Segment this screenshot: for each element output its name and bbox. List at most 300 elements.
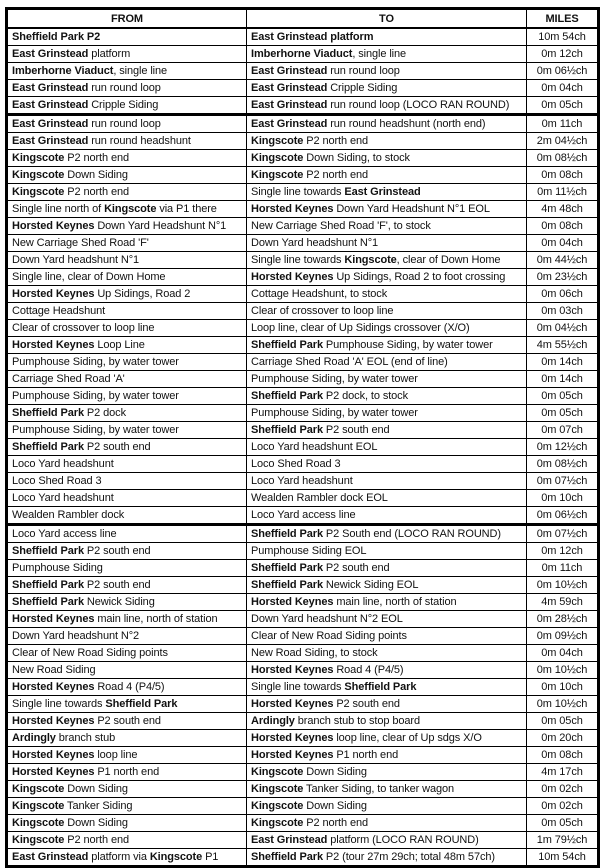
station-name: Sheffield Park [251,851,323,863]
miles-cell: 4m 55½ch [527,337,599,354]
station-name: Sheffield Park [251,424,323,436]
location-text: Up Sidings, Road 2 to foot crossing [333,271,506,283]
table-row [7,80,599,97]
location-text: Down Yard headshunt N°2 EOL [251,613,403,625]
station-name: Sheffield Park [105,698,178,710]
table-row [7,46,599,63]
location-text: Down Yard Headshunt N°1 EOL [333,203,490,215]
from-cell [7,594,247,611]
location-text: P2 dock [83,407,126,419]
location-text: P1 [202,851,219,863]
location-text: Cripple Siding [88,99,159,111]
miles-cell: 0m 10½ch [527,696,599,713]
from-cell [7,150,247,167]
from-cell [7,849,247,867]
from-cell [7,490,247,507]
station-name: Horsted Keynes [12,220,95,232]
location-text: Pumphouse Siding EOL [251,545,367,557]
from-cell [7,662,247,679]
table-row [7,269,599,286]
station-name: Ardingly [12,732,56,744]
to-cell [247,405,527,422]
from-cell [7,354,247,371]
location-text: P2 (tour 27m 29ch; total 48m 57ch) [322,851,495,863]
location-text: Pumphouse Siding, by water tower [12,390,179,402]
table-row [7,201,599,218]
table-row [7,388,599,405]
to-cell [247,28,527,46]
to-cell [247,713,527,730]
table-body [7,28,599,867]
location-text: Loco Shed Road 3 [251,458,341,470]
location-text: Loco Yard headshunt [12,492,114,504]
from-cell [7,560,247,577]
location-text: Down Yard headshunt N°1 [251,237,379,249]
location-text: Down Siding [64,169,128,181]
table-row [7,507,599,525]
table-row [7,218,599,235]
location-text: Down Yard headshunt N°1 [12,254,140,266]
location-text: Carriage Shed Road 'A' EOL (end of line) [251,356,448,368]
from-cell [7,577,247,594]
location-text: platform [88,48,131,60]
to-cell [247,456,527,473]
table-row [7,679,599,696]
location-text: Newick Siding [83,596,155,608]
miles-cell: 0m 10ch [527,490,599,507]
table-row [7,473,599,490]
table-row [7,628,599,645]
location-text: Single line towards [251,186,345,198]
location-text: Cottage Headshunt, to stock [251,288,388,300]
location-text: P2 north end [303,817,369,829]
location-text: Pumphouse Siding, by water tower [322,339,493,351]
location-text: main line, north of station [94,613,218,625]
location-text: Single line, clear of Down Home [12,271,166,283]
station-name: Kingscote [251,766,304,778]
location-text: P2 north end [303,169,369,181]
station-name: Kingscote [251,169,304,181]
to-cell [247,150,527,167]
table-row [7,184,599,201]
to-cell [247,798,527,815]
location-text: P2 south end [322,562,390,574]
from-cell [7,320,247,337]
from-cell [7,252,247,269]
from-cell [7,832,247,849]
location-text: P2 north end [64,186,130,198]
from-cell [7,269,247,286]
location-text: platform via [88,851,150,863]
station-name: Sheffield Park [12,545,84,557]
location-text: run round headshunt [88,135,191,147]
from-cell [7,405,247,422]
from-cell [7,679,247,696]
miles-cell: 0m 02ch [527,798,599,815]
station-name: Horsted Keynes [251,732,334,744]
station-name: East Grinstead [12,118,89,130]
station-name: Sheffield Park [12,579,84,591]
station-name: Kingscote [12,834,65,846]
location-text: P2 north end [303,135,369,147]
from-cell [7,133,247,150]
miles-cell: 0m 11ch [527,115,599,133]
station-name: Kingscote [251,800,304,812]
station-name: platform [327,31,374,43]
location-text: Loco Shed Road 3 [12,475,102,487]
location-text: Down Siding [303,766,367,778]
table-row [7,798,599,815]
miles-cell: 0m 12ch [527,543,599,560]
route-mileage-table [5,7,600,868]
to-cell [247,269,527,286]
location-text: P2 south end [83,579,151,591]
to-cell [247,97,527,115]
to-cell [247,525,527,543]
station-name: Ardingly [251,715,295,727]
miles-cell: 0m 05ch [527,713,599,730]
miles-cell: 0m 11½ch [527,184,599,201]
location-text: Down Yard headshunt N°2 [12,630,140,642]
miles-cell: 4m 59ch [527,594,599,611]
to-cell [247,167,527,184]
station-name: Sheffield Park [251,562,323,574]
table-row [7,781,599,798]
location-text: Down Yard Headshunt N°1 [94,220,227,232]
location-text: P2 dock, to stock [322,390,408,402]
to-cell [247,662,527,679]
location-text: Newick Siding EOL [322,579,419,591]
miles-cell: 0m 06½ch [527,507,599,525]
table-row [7,133,599,150]
location-text: loop line [94,749,138,761]
to-cell [247,63,527,80]
miles-cell: 0m 08½ch [527,150,599,167]
to-cell [247,235,527,252]
location-text: run round loop [327,65,400,77]
from-cell [7,303,247,320]
station-name: Horsted Keynes [12,339,95,351]
table-row [7,97,599,115]
station-name: Kingscote [251,135,304,147]
miles-cell: 0m 05ch [527,97,599,115]
station-name: Sheffield Park P2 [12,31,101,43]
location-text: Pumphouse Siding, by water tower [251,373,418,385]
station-name: Kingscote [251,152,304,164]
station-name: East Grinstead [12,135,89,147]
location-text: Clear of New Road Siding points [251,630,407,642]
from-cell [7,507,247,525]
to-cell [247,490,527,507]
location-text: Loco Yard access line [251,509,356,521]
miles-cell: 0m 07ch [527,422,599,439]
location-text: Down Siding [64,817,128,829]
station-name: Horsted Keynes [251,203,334,215]
location-text: Pumphouse Siding [12,562,103,574]
location-text: Loco Yard headshunt [12,458,114,470]
miles-cell: 10m 54ch [527,849,599,867]
station-name: Kingscote [12,800,65,812]
from-cell [7,337,247,354]
location-text: Single line north of [12,203,105,215]
miles-cell: 4m 17ch [527,764,599,781]
station-name: Horsted Keynes [12,766,95,778]
station-name: Sheffield Park [12,441,84,453]
location-text: Tanker Siding, to tanker wagon [303,783,455,795]
location-text: Pumphouse Siding, by water tower [251,407,418,419]
location-text: Wealden Rambler dock EOL [251,492,388,504]
table-row [7,730,599,747]
location-text: New Carriage Shed Road 'F' [12,237,149,249]
to-cell [247,560,527,577]
miles-cell: 1m 79½ch [527,832,599,849]
location-text: Clear of New Road Siding points [12,647,168,659]
station-name: Horsted Keynes [12,715,95,727]
table-row [7,337,599,354]
location-text: branch stub to stop board [294,715,421,727]
location-text: branch stub [55,732,116,744]
location-text: Loop Line [94,339,145,351]
from-cell [7,286,247,303]
station-name: Horsted Keynes [12,613,95,625]
location-text: New Carriage Shed Road 'F', to stock [251,220,431,232]
location-text: P2 south end [83,545,151,557]
to-cell [247,201,527,218]
miles-cell: 0m 07½ch [527,473,599,490]
station-name: Horsted Keynes [251,698,334,710]
table-row [7,611,599,628]
location-text: Road 4 (P4/5) [94,681,165,693]
miles-cell: 0m 05ch [527,405,599,422]
from-cell [7,63,247,80]
location-text: Down Siding [303,800,367,812]
miles-cell: 0m 03ch [527,303,599,320]
table-row [7,405,599,422]
table-row [7,63,599,80]
from-cell [7,543,247,560]
to-cell [247,218,527,235]
table-row [7,320,599,337]
table-row [7,456,599,473]
location-text: , single line [352,48,407,60]
to-cell [247,354,527,371]
station-name: East Grinstead [12,99,89,111]
table-row [7,252,599,269]
table-row [7,594,599,611]
table-row [7,303,599,320]
station-name: Kingscote [12,152,65,164]
from-cell [7,184,247,201]
table-row [7,543,599,560]
location-text: run round headshunt (north end) [327,118,486,130]
to-cell [247,184,527,201]
station-name: Horsted Keynes [12,681,95,693]
station-name: Imberhorne Viaduct [12,65,114,77]
miles-cell: 0m 11ch [527,560,599,577]
location-text: Pumphouse Siding, by water tower [12,356,179,368]
to-cell [247,594,527,611]
from-cell [7,115,247,133]
table-row [7,696,599,713]
location-text: P2 South end (LOCO RAN ROUND) [322,528,501,540]
from-cell [7,235,247,252]
to-cell [247,46,527,63]
location-text: Cottage Headshunt [12,305,106,317]
location-text: run round loop [88,82,161,94]
table-row [7,490,599,507]
from-cell [7,713,247,730]
to-cell [247,439,527,456]
to-cell [247,286,527,303]
to-cell [247,611,527,628]
location-text: run round loop [88,118,161,130]
table-row [7,713,599,730]
location-text: Clear of crossover to loop line [12,322,155,334]
to-cell [247,422,527,439]
from-cell [7,388,247,405]
from-cell [7,28,247,46]
to-cell [247,679,527,696]
to-cell [247,115,527,133]
station-name: East Grinstead [251,82,328,94]
miles-cell: 0m 08ch [527,747,599,764]
station-name: Imberhorne Viaduct [251,48,353,60]
miles-cell: 0m 10ch [527,679,599,696]
from-cell [7,798,247,815]
station-name: Kingscote [251,783,304,795]
location-text: Down Siding [64,783,128,795]
table-row [7,645,599,662]
miles-cell: 0m 04½ch [527,320,599,337]
miles-cell: 0m 12ch [527,46,599,63]
location-text: Up Sidings, Road 2 [94,288,191,300]
header-row [7,9,599,29]
table-row [7,525,599,543]
location-text: , clear of Down Home [396,254,501,266]
station-name: Sheffield Park [251,579,323,591]
from-cell [7,201,247,218]
from-cell [7,97,247,115]
location-text: , single line [113,65,168,77]
miles-cell: 0m 20ch [527,730,599,747]
miles-cell: 0m 07½ch [527,525,599,543]
miles-cell: 0m 12½ch [527,439,599,456]
location-text: loop line, clear of Up sdgs X/O [333,732,482,744]
station-name: Horsted Keynes [251,749,334,761]
table-row [7,371,599,388]
station-name: Sheffield Park [12,596,84,608]
location-text: Pumphouse Siding, by water tower [12,424,179,436]
station-name: East Grinstead [251,99,328,111]
station-name: Sheffield Park [251,339,323,351]
miles-cell: 0m 02ch [527,781,599,798]
station-name: Kingscote [149,851,203,863]
table-row [7,832,599,849]
from-cell [7,764,247,781]
from-cell [7,371,247,388]
to-cell [247,849,527,867]
miles-cell: 0m 04ch [527,80,599,97]
location-text: P2 south end [322,424,390,436]
location-text: Loco Yard headshunt EOL [251,441,378,453]
location-text: Loco Yard headshunt [251,475,353,487]
station-name: East Grinstead [12,851,89,863]
table-row [7,422,599,439]
location-text: P2 south end [94,715,161,727]
table-row [7,354,599,371]
miles-cell: 0m 10½ch [527,662,599,679]
miles-cell: 0m 23½ch [527,269,599,286]
to-cell [247,730,527,747]
header-miles: MILES [527,9,599,29]
location-text: P1 north end [333,749,399,761]
from-cell [7,815,247,832]
location-text: P2 south end [333,698,400,710]
miles-cell: 0m 09½ch [527,628,599,645]
table-row [7,849,599,867]
station-name: Kingscote [251,817,304,829]
station-name: East Grinstead [251,65,328,77]
station-name: East Grinstead [251,834,328,846]
from-cell [7,46,247,63]
to-cell [247,628,527,645]
header-from: FROM [7,9,247,29]
miles-cell: 0m 08ch [527,167,599,184]
station-name: Kingscote [104,203,157,215]
station-name: Sheffield Park [251,528,323,540]
station-name: East Grinstead [251,118,328,130]
station-name: Sheffield Park [251,390,323,402]
from-cell [7,218,247,235]
from-cell [7,696,247,713]
to-cell [247,80,527,97]
miles-cell: 0m 44½ch [527,252,599,269]
station-name: Kingscote [12,783,65,795]
station-name: Kingscote [344,254,397,266]
to-cell [247,577,527,594]
to-cell [247,543,527,560]
location-text: Loco Yard access line [12,528,117,540]
location-text: via P1 there [156,203,217,215]
location-text: Single line towards [12,698,106,710]
from-cell [7,439,247,456]
table-row [7,167,599,184]
station-name: Kingscote [12,186,65,198]
location-text: Loop line, clear of Up Sidings crossover (X/O) [251,322,470,334]
location-text: Single line towards [251,254,345,266]
location-text: Carriage Shed Road 'A' [12,373,125,385]
table-row [7,28,599,46]
to-cell [247,337,527,354]
to-cell [247,781,527,798]
station-name: Horsted Keynes [12,288,95,300]
to-cell [247,371,527,388]
location-text: Road 4 (P4/5) [333,664,404,676]
table-row [7,286,599,303]
table-row [7,815,599,832]
table-row [7,560,599,577]
from-cell [7,747,247,764]
to-cell [247,252,527,269]
miles-cell: 0m 14ch [527,371,599,388]
location-text: main line, north of station [333,596,457,608]
from-cell [7,456,247,473]
from-cell [7,781,247,798]
miles-cell: 0m 14ch [527,354,599,371]
miles-cell: 0m 08ch [527,218,599,235]
location-text: P2 north end [64,152,130,164]
table-row [7,764,599,781]
